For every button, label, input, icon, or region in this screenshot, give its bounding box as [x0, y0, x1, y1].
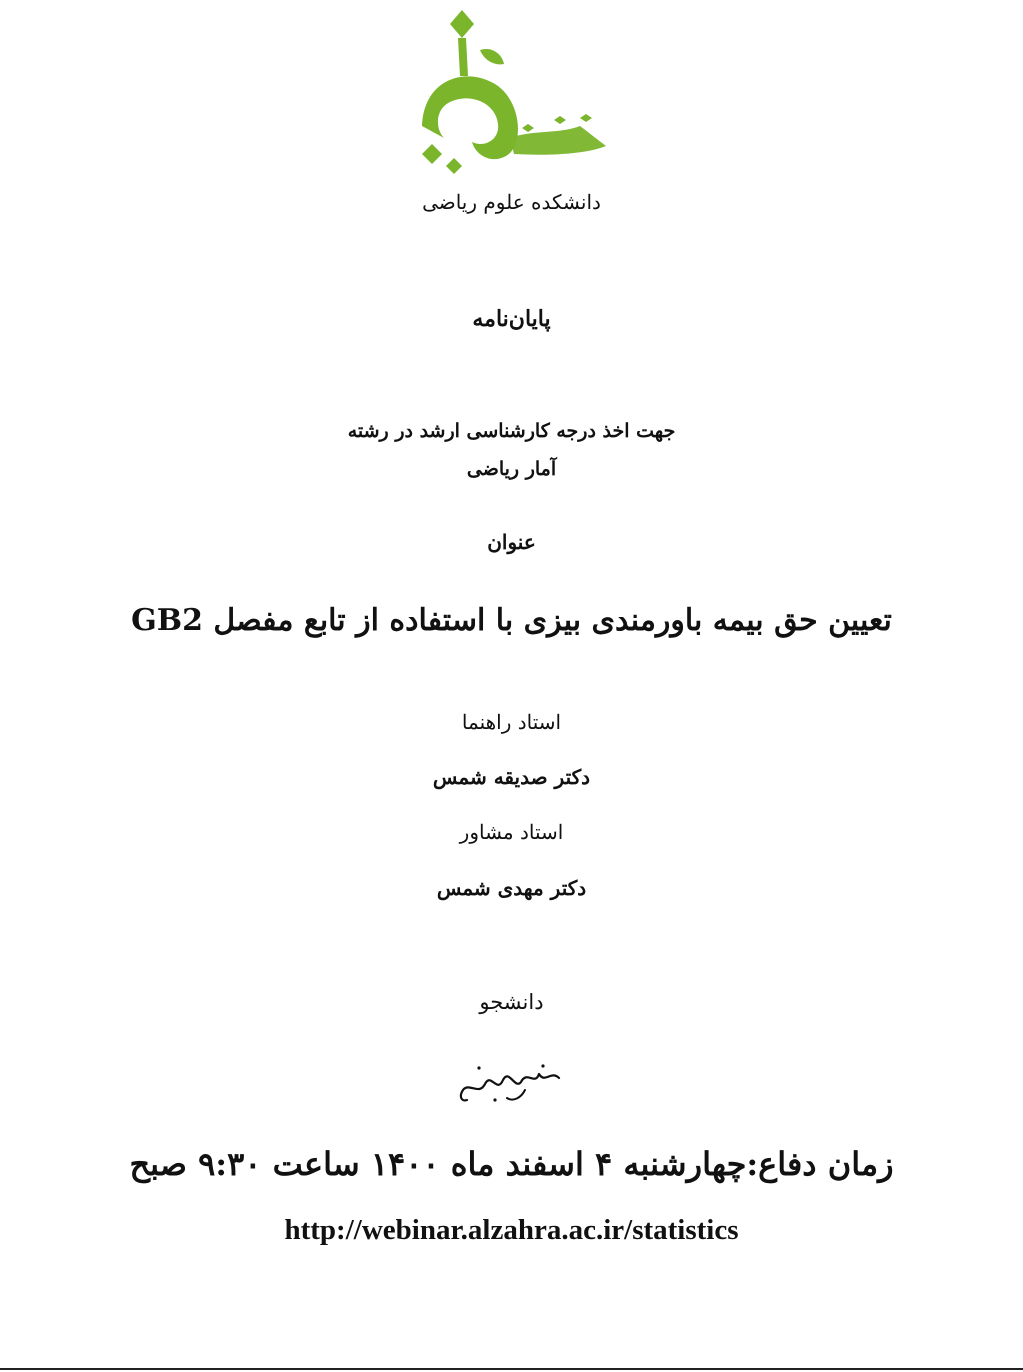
field-of-study: آمار ریاضی — [466, 458, 557, 480]
alzahra-university-logo — [410, 6, 610, 178]
advisor-name: دکتر مهدی شمس — [436, 876, 587, 900]
defense-time: زمان دفاع:چهارشنبه ۴ اسفند ماه ۱۴۰۰ ساعت ۹:۳۰ صبح — [129, 1145, 894, 1183]
title-label: عنوان — [487, 530, 536, 554]
bottom-border — [0, 1368, 1023, 1370]
thesis-title: تعیین حق بیمه باورمندی بیزی با استفاده از تابع مفصل GB2 — [131, 603, 892, 638]
supervisor-label: استاد راهنما — [461, 710, 562, 734]
advisor-label: استاد مشاور — [459, 820, 564, 844]
student-label: دانشجو — [479, 990, 544, 1014]
degree-line: جهت اخذ درجه کارشناسی ارشد در رشته — [347, 420, 676, 442]
webinar-link[interactable]: http://webinar.alzahra.ac.ir/statistics — [284, 1214, 739, 1246]
supervisor-name: دکتر صدیقه شمس — [432, 765, 591, 789]
document-type: پایان‌نامه — [472, 306, 551, 332]
student-signature — [455, 1060, 565, 1106]
faculty-name: دانشکده علوم ریاضی — [422, 190, 601, 214]
